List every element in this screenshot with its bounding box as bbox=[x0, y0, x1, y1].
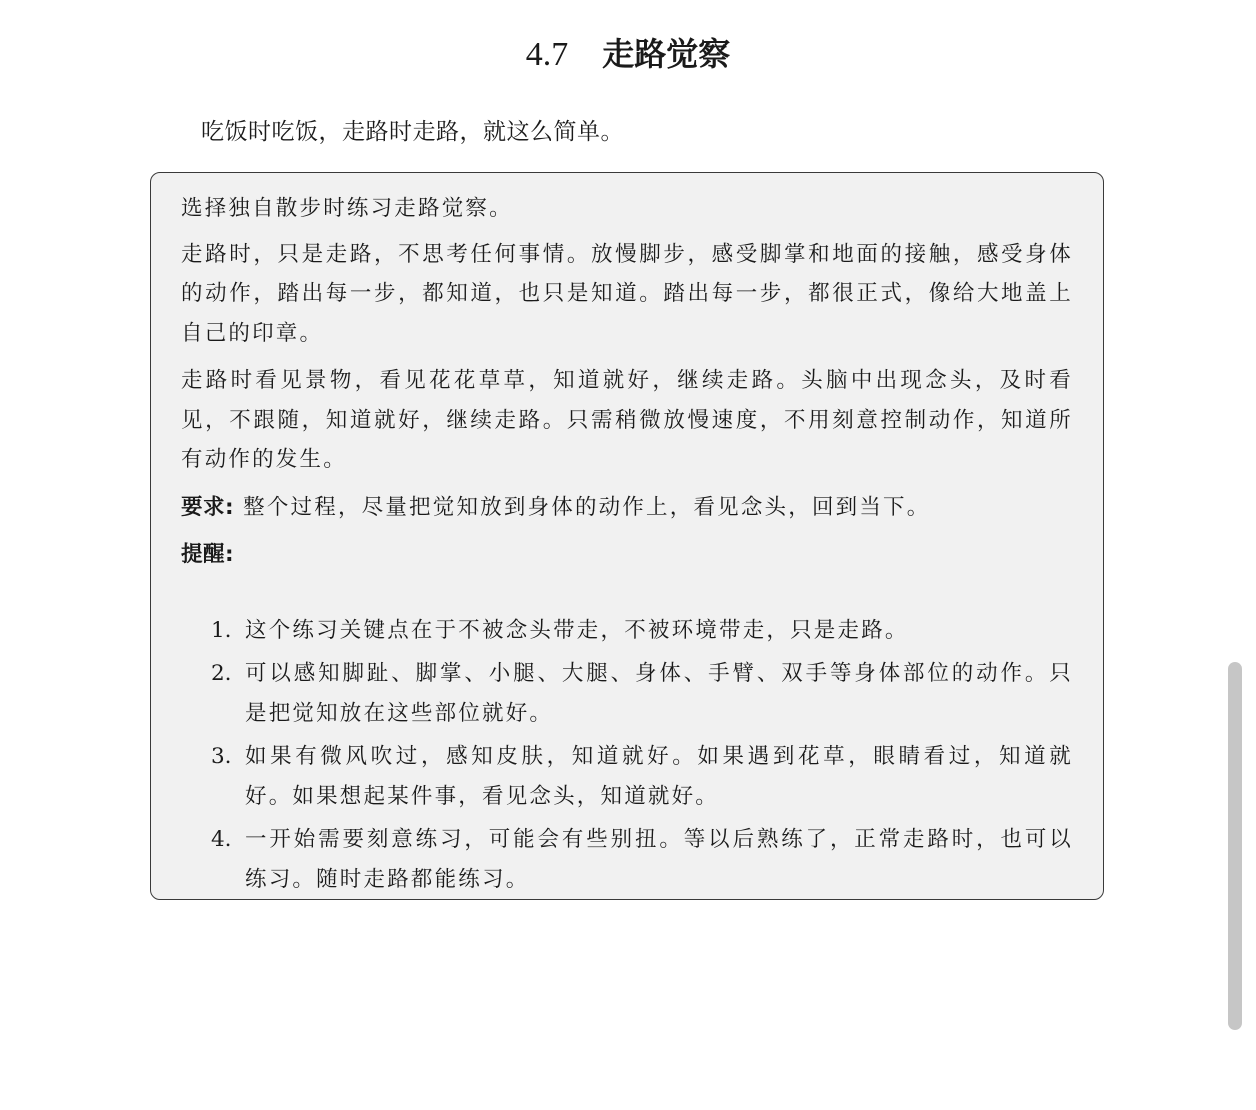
paragraph-2: 走路时，只是走路，不思考任何事情。放慢脚步，感受脚掌和地面的接触，感受身体的动作，踏出每一步，都知道，也只是知道。踏出每一步，都很正式，像给大地盖上自己的印章。 bbox=[181, 241, 1073, 346]
list-marker: 2. bbox=[211, 661, 232, 686]
section-heading bbox=[0, 34, 1256, 75]
list-item-text: 如果有微风吹过，感知皮肤，知道就好。如果遇到花草，眼睛看过，知道就好。如果想起某件事，看见念头，知道就好。 bbox=[245, 744, 1073, 809]
tips-list bbox=[181, 611, 1073, 900]
vertical-scrollbar-thumb[interactable] bbox=[1228, 662, 1242, 1030]
reminder-label: 提醒: bbox=[181, 542, 235, 567]
section-number: 4.7 bbox=[525, 36, 569, 73]
intro-sentence: 吃饭时吃饭，走路时走路，就这么简单。 bbox=[201, 119, 624, 145]
paragraph-1: 选择独自散步时练习走路觉察。 bbox=[181, 196, 513, 221]
requirement-line bbox=[181, 488, 1073, 528]
list-item bbox=[211, 737, 1073, 816]
requirement-label: 要求: bbox=[181, 494, 235, 520]
list-item-text: 一开始需要刻意练习，可能会有些别扭。等以后熟练了，正常走路时，也可以练习。随时走路都能练习。 bbox=[245, 827, 1073, 892]
list-item-text: 这个练习关键点在于不被念头带走，不被环境带走，只是走路。 bbox=[245, 617, 909, 643]
list-item bbox=[211, 654, 1073, 733]
practice-box bbox=[150, 172, 1104, 900]
paragraph-3: 走路时看见景物，看见花花草草，知道就好，继续走路。头脑中出现念头，及时看见，不跟随，知道就好，继续走路。只需稍微放慢速度，不用刻意控制动作，知道所有动作的发生。 bbox=[181, 368, 1073, 472]
list-item bbox=[211, 611, 1073, 651]
section-title: 走路觉察 bbox=[602, 35, 731, 73]
list-marker: 1. bbox=[211, 617, 232, 643]
requirement-text: 整个过程，尽量把觉知放到身体的动作上，看见念头，回到当下。 bbox=[234, 494, 931, 520]
list-item-text: 可以感知脚趾、脚掌、小腿、大腿、身体、手臂、双手等身体部位的动作。只是把觉知放在这些部位就好。 bbox=[245, 661, 1073, 726]
list-marker: 4. bbox=[211, 827, 232, 852]
list-item bbox=[211, 820, 1073, 899]
reminder-heading bbox=[181, 535, 1073, 575]
list-marker: 3. bbox=[211, 744, 232, 769]
